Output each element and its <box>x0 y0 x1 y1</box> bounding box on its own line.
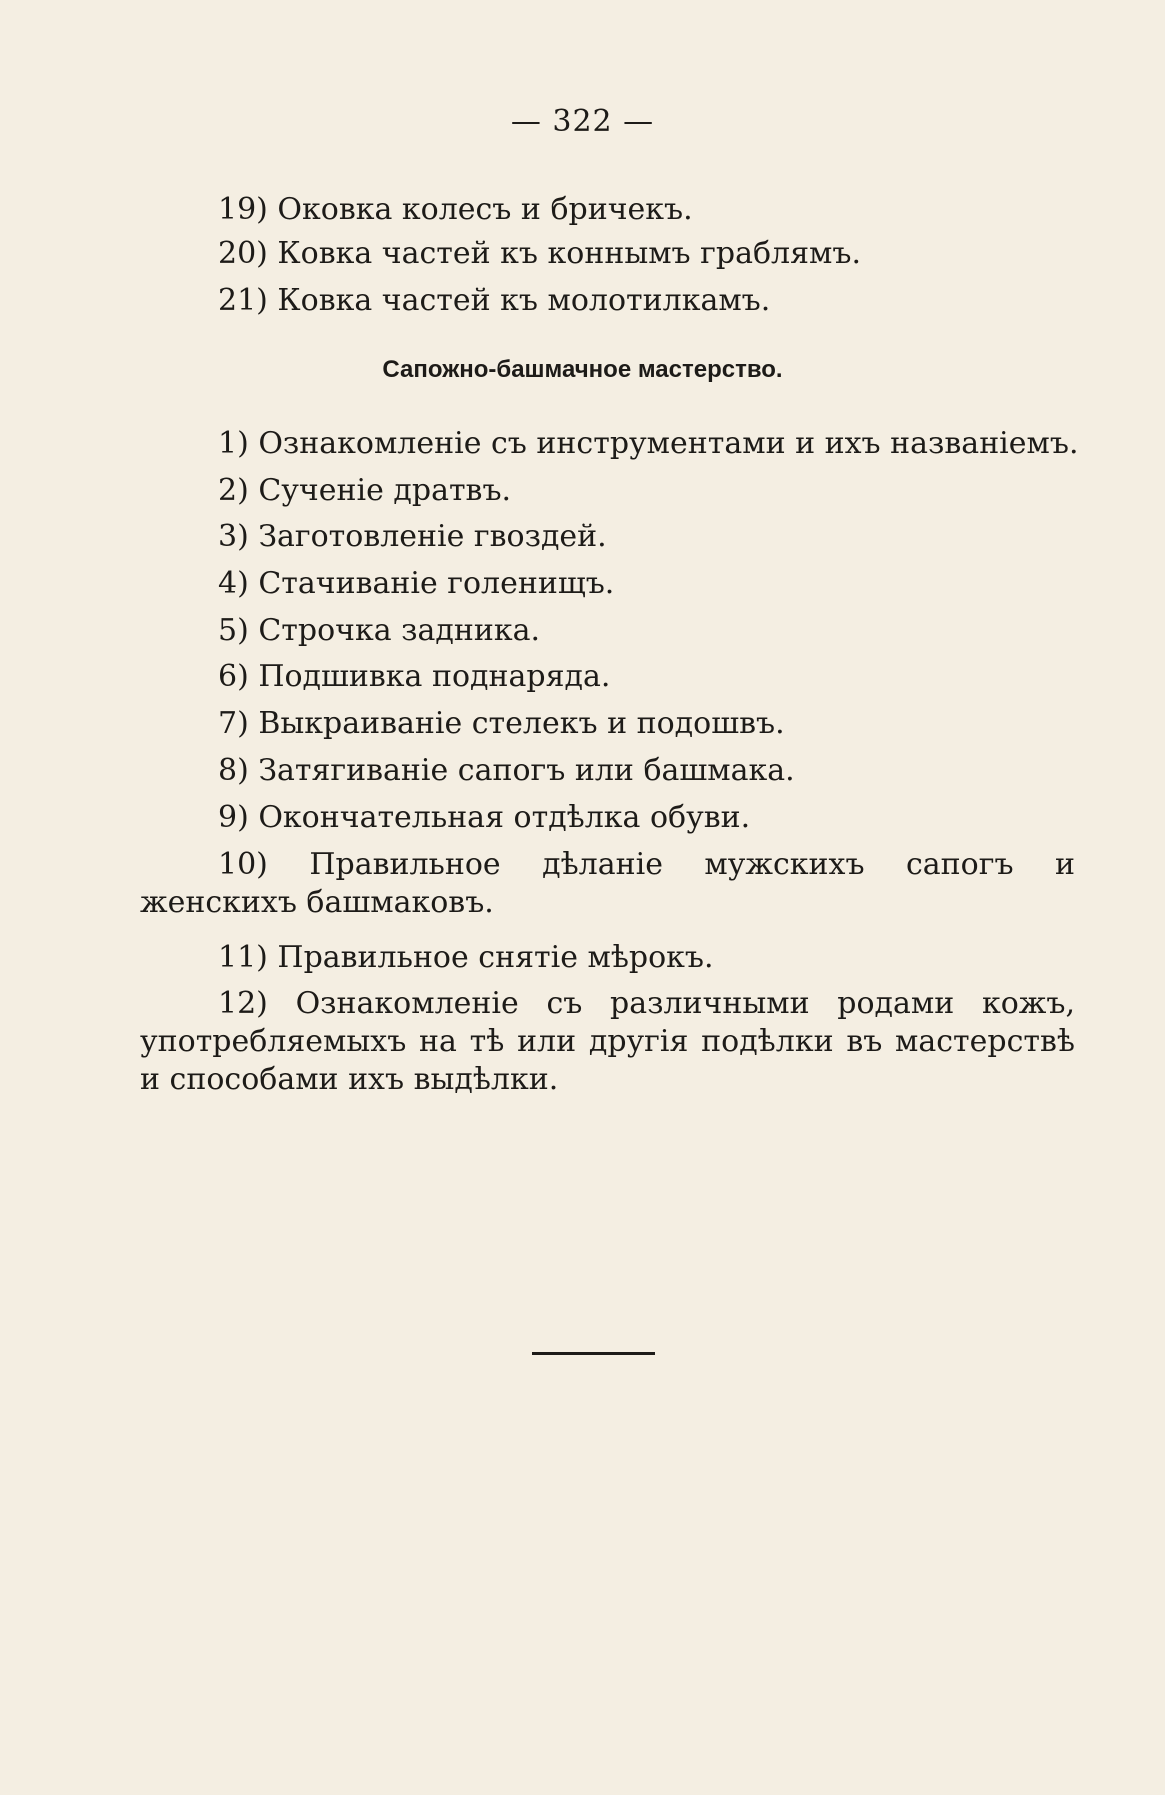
list-item: 4) Стачиваніе голенищъ. <box>218 566 615 601</box>
divider-rule <box>532 1352 655 1355</box>
list-item: 7) Выкраиваніе стелекъ и подошвъ. <box>218 706 785 741</box>
list-item: 10) Правильное дѣланіе мужскихъ сапогъ и женскихъ башмаковъ. <box>140 847 1075 920</box>
list-item: 6) Подшивка поднаряда. <box>218 659 611 694</box>
list-item: 21) Ковка частей къ молотилкамъ. <box>218 283 771 318</box>
list-item: 1) Ознакомленіе съ инструментами и ихъ названіемъ. <box>218 426 1079 461</box>
list-item: 19) Оковка колесъ и бричекъ. <box>218 192 693 227</box>
list-item: 20) Ковка частей къ коннымъ граблямъ. <box>218 236 861 271</box>
page-number: — 322 — <box>510 104 655 139</box>
section-title: Сапожно-башмачное мастерство. <box>382 356 783 383</box>
list-item: 9) Окончательная отдѣлка обуви. <box>218 800 751 835</box>
list-item: 11) Правильное снятіе мѣрокъ. <box>218 940 714 975</box>
list-item: 2) Сученіе дратвъ. <box>218 473 512 508</box>
list-item: 8) Затягиваніе сапогъ или башмака. <box>218 753 795 788</box>
list-item: 3) Заготовленіе гвоздей. <box>218 519 607 554</box>
list-item: 12) Ознакомленіе съ различными родами кожъ, употребляемыхъ на тѣ или другія подѣлки въ мастерствѣ и способами ихъ выдѣлки. <box>140 986 1075 1097</box>
list-item: 5) Строчка задника. <box>218 613 541 648</box>
